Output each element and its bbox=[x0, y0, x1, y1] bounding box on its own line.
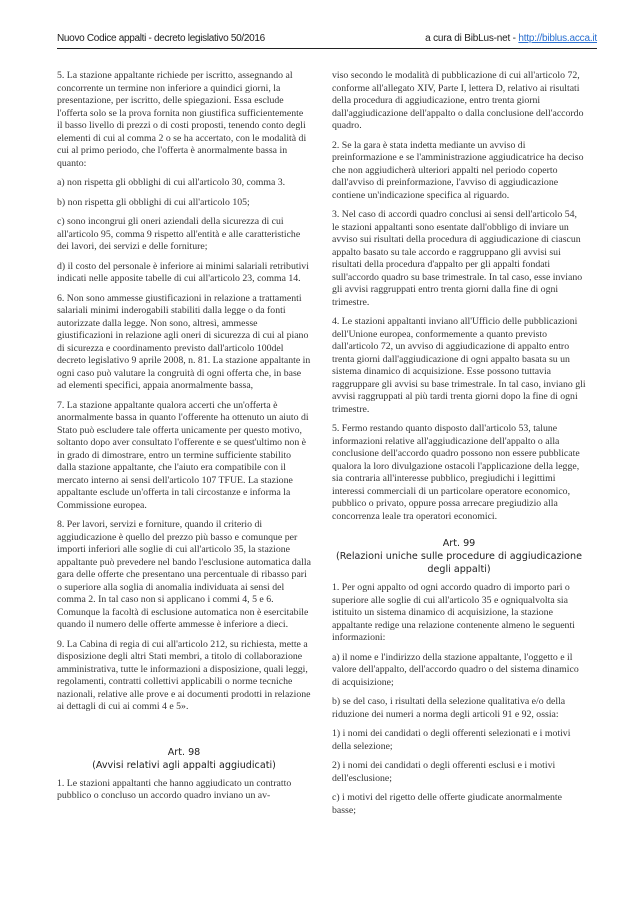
article-98-number: Art. 98 bbox=[167, 746, 201, 758]
article-98-paragraph-2: 2. Se la gara è stata indetta mediante un avviso di preinformazione e se l'amministrazione aggiudicatrice ha deciso che non aggiudicherà ulteriori appalti nel periodo coperto dall'avviso di preinformazione, l'avviso di aggiudicazione contiene un'indicazione specifica al riguardo. bbox=[332, 139, 584, 201]
article-99-item-b2: 2) i nomi dei candidati o degli offerenti esclusi e i motivi dell'esclusione; bbox=[332, 760, 556, 784]
article-98-title: (Avvisi relativi agli appalti aggiudicati) bbox=[92, 759, 276, 771]
paragraph-5d: d) il costo del personale è inferiore ai minimi salariali retributivi indicati nelle apposite tabelle di cui all'articolo 23, comma 14. bbox=[57, 260, 309, 284]
article-98-paragraph-5: 5. Fermo restando quanto disposto dall'articolo 53, talune informazioni relative all'aggiudicazione dell'appalto o alla conclusione dell'accordo quadro possono non essere pubblicate qualora la loro divulgazione ostacoli l'applicazione della legge, sia contraria all'interesse pubblico, pregiudichi i legittimi interessi commerciali di un particolare operatore economico, pubblico o privato, oppure possa arrecare pregiudizio alla concorrenza leale tra operatori economici. bbox=[332, 423, 580, 522]
paragraph-9: 9. La Cabina di regia di cui all'articolo 212, su richiesta, mette a disposizione degli altri Stati membri, a titolo di collaborazione amministrativa, tutte le informazioni a disposizione, quali leggi, regolamenti, contratti collettivi applicabili o norme tecniche nazionali, relative alle prove e ai documenti prodotti in relazione ai dettagli di cui ai commi 4 e 5». bbox=[57, 638, 311, 712]
article-99-item-a: a) il nome e l'indirizzo della stazione appaltante, l'oggetto e il valore dell'appalto, dell'accordo quadro o del sistema dinamico di acquisizione; bbox=[332, 651, 579, 688]
paragraph-7: 7. La stazione appaltante qualora accerti che un'offerta è anormalmente bassa in quanto l'offerente ha ottenuto un aiuto di Stato può escludere tale offerta unicamente per questo motivo, soltanto dopo aver consultato l'offerente e se quest'ultimo non è in grado di dimostrare, entro un termine sufficiente stabilito dalla stazione appaltante, che l'aiuto era compatibile con il mercato interno ai sensi dell'articolo 107 TFUE. La stazione appaltante esclude un'offerta in tali circostanze e informa la Commissione europea. bbox=[57, 399, 309, 511]
article-99-heading bbox=[332, 537, 586, 576]
paragraph-6: 6. Non sono ammesse giustificazioni in relazione a trattamenti salariali minimi inderogabili stabiliti dalla legge o da fonti autorizzate dalla legge. Non sono, altresì, ammesse giustificazioni in relazione agli oneri di sicurezza di cui al piano di sicurezza e coordinamento previsto dall'articolo 100del decreto legislativo 9 aprile 2008, n. 81. La stazione appaltante in ogni caso può valutare la congruità di ogni offerta che, in base ad elementi specifici, appaia anormalmente bassa, bbox=[57, 292, 311, 391]
paragraph-5a: a) non rispetta gli obblighi di cui all'articolo 30, comma 3. bbox=[57, 177, 286, 188]
article-98-heading bbox=[57, 746, 311, 772]
article-98-paragraph-3: 3. Nel caso di accordi quadro conclusi ai sensi dell'articolo 54, le stazioni appaltanti sono esentate dall'obbligo di inviare un avviso sui risultati della procedura di aggiudicazione di ciascun appalto basato su tale accordo e raggruppano gli avvisi sui risultati della procedura d'appalto per gli appalti fondati sull'accordo quadro su base trimestrale. In tal caso, esse inviano gli avvisi raggruppati entro trenta giorni dalla fine di ogni trimestre. bbox=[332, 209, 583, 308]
article-98-paragraph-4: 4. Le stazioni appaltanti inviano all'Ufficio delle pubblicazioni dell'Unione europea, conformemente a quanto previsto dall'articolo 72, un avviso di aggiudicazione di appalto entro trenta giorni dall'aggiudicazione di ogni appalto basata su un sistema dinamico di acquisizione. Esse possono tuttavia raggruppare gli avvisi su base trimestrale. In tal caso, inviano gli avvisi raggruppati al più tardi trenta giorni dopo la fine di ogni trimestre. bbox=[332, 316, 586, 415]
paragraph-5c: c) sono incongrui gli oneri aziendali della sicurezza di cui all'articolo 95, comma 9 rispetto all'entità e alle caratteristiche dei lavori, dei servizi e delle forniture; bbox=[57, 216, 301, 252]
header-credit bbox=[425, 33, 597, 44]
article-99-item-b: b) se del caso, i risultati della selezione qualitativa e/o della riduzione dei numeri a norma degli articoli 91 e 92, ossia: bbox=[332, 696, 566, 720]
article-99-paragraph-1: 1. Per ogni appalto od ogni accordo quadro di importo pari o superiore alle soglie di cui all'articolo 35 e ogniqualvolta sia istituito un sistema dinamico di acquisizione, la stazione appaltante redige una relazione contenente almeno le seguenti informazioni: bbox=[332, 582, 575, 643]
header-credit-text: a cura di BibLus-net - bbox=[425, 33, 519, 44]
header-link[interactable]: http://biblus.acca.it bbox=[518, 33, 597, 44]
paragraph-8: 8. Per lavori, servizi e forniture, quando il criterio di aggiudicazione è quello del prezzo più basso e comunque per importi inferiori alle soglie di cui all'articolo 35, la stazione appaltante può prevedere nel bando l'esclusione automatica dalla gara delle offerte che presentano una percentuale di ribasso pari o superiore alla soglia di anomalia individuata ai sensi del comma 2. In tal caso non si applicano i commi 4, 5 e 6. Comunque la facoltà di esclusione automatica non è esercitabile quando il numero delle offerte ammesse è inferiore a dieci. bbox=[57, 519, 311, 630]
article-99-item-b1: 1) i nomi dei candidati o degli offerenti selezionati e i motivi della selezione; bbox=[332, 728, 571, 752]
paragraph-5: 5. La stazione appaltante richiede per iscritto, assegnando al concorrente un termine non inferiore a quindici giorni, la presentazione, per iscritto, delle spiegazioni. Essa esclude l'offerta solo se la prova fornita non giustifica sufficientemente il basso livello di prezzi o di costi proposti, tenendo conto degli elementi di cui al comma 2 o se ha accertato, con le modalità di cui al primo periodo, che l'offerta è anormalmente bassa in quanto: bbox=[57, 70, 307, 169]
page-header bbox=[57, 33, 597, 47]
right-column bbox=[332, 70, 586, 824]
article-99-item-c: c) i motivi del rigetto delle offerte giudicate anormalmente basse; bbox=[332, 792, 562, 816]
article-99-title: (Relazioni uniche sulle procedure di aggiudicazione degli appalti) bbox=[335, 551, 583, 575]
paragraph-5b: b) non rispetta gli obblighi di cui all'articolo 105; bbox=[57, 196, 250, 208]
article-98-paragraph-1: 1. Le stazioni appaltanti che hanno aggiudicato un contratto pubblico o concluso un accordo quadro inviano un av- bbox=[57, 777, 292, 801]
article-99-number: Art. 99 bbox=[442, 538, 476, 549]
paragraph-continued: viso secondo le modalità di pubblicazione di cui all'articolo 72, conforme all'allegato XIV, Parte I, lettera D, relativo ai risultati della procedura di aggiudicazione, entro trenta giorni dall'aggiudicazione dell'appalto o dalla conclusione dell'accordo quadro. bbox=[332, 70, 584, 131]
header-title: Nuovo Codice appalti - decreto legislativo 50/2016 bbox=[57, 33, 265, 44]
left-column bbox=[57, 70, 311, 810]
header-rule bbox=[57, 48, 597, 49]
